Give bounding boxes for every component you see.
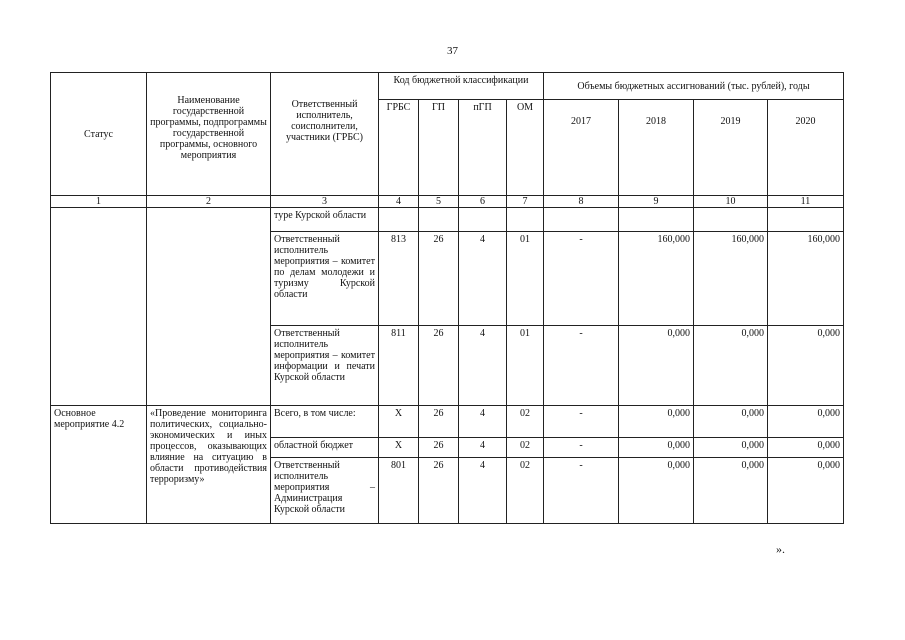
pgp-cell: 4 [459, 406, 507, 438]
gp-cell: 26 [419, 438, 459, 458]
grbs-cell: 811 [379, 326, 419, 406]
column-number: 9 [619, 196, 694, 208]
om-cell: 02 [507, 406, 544, 438]
header-allocations: Объемы бюджетных ассигнований (тыс. рублей), годы [544, 73, 844, 100]
value-2017: - [544, 232, 619, 326]
om-cell [507, 208, 544, 232]
pgp-cell: 4 [459, 232, 507, 326]
closing-quote-mark: ». [776, 542, 785, 556]
column-number: 7 [507, 196, 544, 208]
budget-table [50, 72, 844, 524]
value-2020: 0,000 [768, 326, 844, 406]
value-2018: 0,000 [619, 406, 694, 438]
om-cell: 01 [507, 326, 544, 406]
pgp-cell [459, 208, 507, 232]
header-year-2019: 2019 [694, 100, 768, 196]
executor-cell: туре Курской области [271, 208, 379, 232]
value-2020: 160,000 [768, 232, 844, 326]
value-2019: 0,000 [694, 326, 768, 406]
value-2018: 0,000 [619, 438, 694, 458]
table-row [51, 406, 844, 438]
value-2018: 0,000 [619, 458, 694, 524]
value-2020: 0,000 [768, 406, 844, 438]
grbs-cell: Х [379, 438, 419, 458]
column-numbers-row [51, 196, 844, 208]
om-cell: 01 [507, 232, 544, 326]
column-number: 6 [459, 196, 507, 208]
grbs-cell [379, 208, 419, 232]
header-year-2018: 2018 [619, 100, 694, 196]
value-2017: - [544, 406, 619, 438]
header-executor: Ответственный исполнитель, соисполнители, участники (ГРБС) [271, 73, 379, 196]
executor-cell: Ответственный исполнитель мероприятия – Администрация Курской области [271, 458, 379, 524]
column-number: 8 [544, 196, 619, 208]
value-2017: - [544, 438, 619, 458]
page-number: 37 [447, 45, 458, 57]
value-2020 [768, 208, 844, 232]
value-2018: 160,000 [619, 232, 694, 326]
executor-cell: Всего, в том числе: [271, 406, 379, 438]
om-cell: 02 [507, 438, 544, 458]
gp-cell [419, 208, 459, 232]
value-2017: - [544, 326, 619, 406]
column-number: 4 [379, 196, 419, 208]
header-om: ОМ [507, 100, 544, 196]
value-2019: 0,000 [694, 406, 768, 438]
value-2018 [619, 208, 694, 232]
grbs-cell: 813 [379, 232, 419, 326]
header-status: Статус [51, 73, 147, 196]
value-2018: 0,000 [619, 326, 694, 406]
header-program-name: Наименование государственной программы, подпрограммы государственной программы, основного мероприятия [147, 73, 271, 196]
gp-cell: 26 [419, 458, 459, 524]
value-2017 [544, 208, 619, 232]
value-2017: - [544, 458, 619, 524]
value-2019: 160,000 [694, 232, 768, 326]
column-number: 2 [147, 196, 271, 208]
column-number: 5 [419, 196, 459, 208]
value-2019: 0,000 [694, 458, 768, 524]
header-pgp: пГП [459, 100, 507, 196]
name-cell-empty [147, 208, 271, 406]
column-number: 10 [694, 196, 768, 208]
header-gp: ГП [419, 100, 459, 196]
header-row-top [51, 73, 844, 100]
value-2019 [694, 208, 768, 232]
column-number: 11 [768, 196, 844, 208]
header-budget-code: Код бюджетной классификации [379, 73, 544, 100]
value-2019: 0,000 [694, 438, 768, 458]
column-number: 1 [51, 196, 147, 208]
table-row [51, 208, 844, 232]
pgp-cell: 4 [459, 326, 507, 406]
grbs-cell: 801 [379, 458, 419, 524]
pgp-cell: 4 [459, 458, 507, 524]
gp-cell: 26 [419, 406, 459, 438]
header-grbs: ГРБС [379, 100, 419, 196]
status-cell-empty [51, 208, 147, 406]
executor-cell: областной бюджет [271, 438, 379, 458]
header-year-2017: 2017 [544, 100, 619, 196]
om-cell: 02 [507, 458, 544, 524]
value-2020: 0,000 [768, 458, 844, 524]
gp-cell: 26 [419, 232, 459, 326]
measure-status: Основное мероприятие 4.2 [51, 406, 147, 524]
gp-cell: 26 [419, 326, 459, 406]
value-2020: 0,000 [768, 438, 844, 458]
executor-cell: Ответственный исполнитель мероприятия – комитет по делам молодежи и туризму Курской области [271, 232, 379, 326]
pgp-cell: 4 [459, 438, 507, 458]
measure-name: «Проведение мониторинга политических, социально-экономических и иных процессов, оказывающих влияние на ситуацию в области противодействия терроризму» [147, 406, 271, 524]
header-year-2020: 2020 [768, 100, 844, 196]
column-number: 3 [271, 196, 379, 208]
grbs-cell: Х [379, 406, 419, 438]
executor-cell: Ответственный исполнитель мероприятия – комитет информации и печати Курской области [271, 326, 379, 406]
